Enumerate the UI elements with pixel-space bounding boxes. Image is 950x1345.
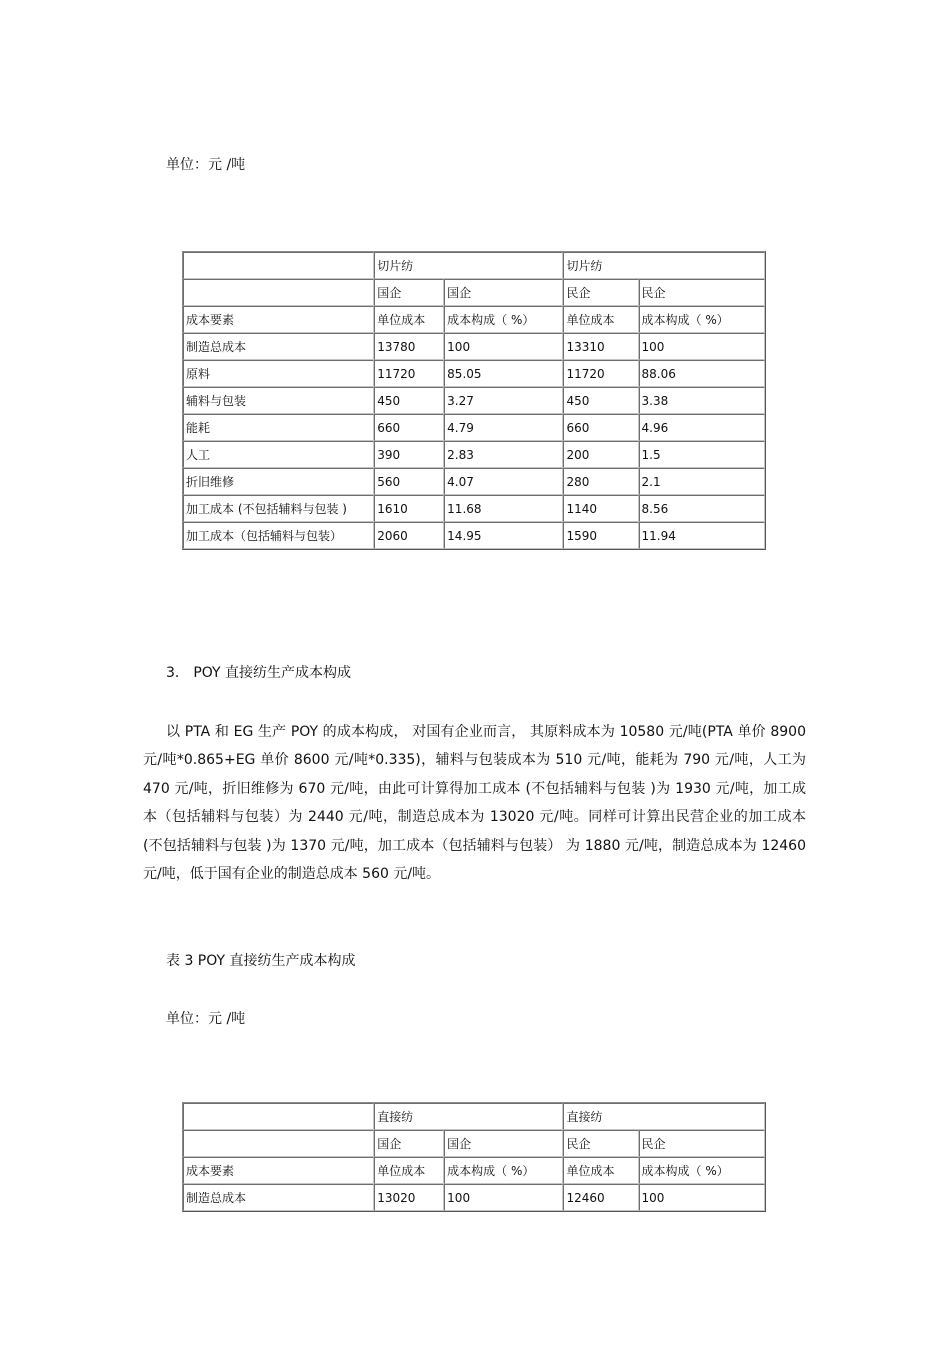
cost-item-cell: 人工 <box>183 441 374 468</box>
table-row <box>183 495 765 522</box>
header-cell <box>183 1103 374 1130</box>
value-cell: 660 <box>563 414 638 441</box>
value-cell: 3.38 <box>639 387 766 414</box>
table-row <box>183 360 765 387</box>
value-cell: 4.96 <box>639 414 766 441</box>
cost-item-cell: 制造总成本 <box>183 1184 374 1211</box>
value-cell: 1140 <box>563 495 638 522</box>
section-heading: 3． POY 直接纺生产成本构成 <box>166 665 352 681</box>
group-header-cell: 切片纺 <box>563 252 765 279</box>
value-cell: 200 <box>563 441 638 468</box>
value-cell: 1.5 <box>639 441 766 468</box>
value-cell: 11720 <box>374 360 444 387</box>
value-cell: 1590 <box>563 522 638 549</box>
header-cell: 民企 <box>563 279 638 306</box>
header-cell: 单位成本 <box>374 1157 444 1184</box>
unit-label: 单位：元 /吨 <box>166 157 246 173</box>
value-cell: 12460 <box>563 1184 638 1211</box>
cost-table-slice-spinning <box>182 251 766 550</box>
header-cell: 民企 <box>639 279 766 306</box>
body-paragraph: 以 PTA 和 EG 生产 POY 的成本构成， 对国有企业而言， 其原料成本为 10580 元/吨(PTA 单价 8900 元/吨*0.865+EG 单价 8600 元/吨*0.335)，辅料与包装成本为 510 元/吨，能耗为 790 元/吨，人工为 470 元/吨，折旧维修为 670 元/吨，由此可计算得加工成本 (不包括辅料与包装 )为 1930 元/吨，加工成本（包括辅料与包装）为 2440 元/吨，制造总成本为 13020 元/吨。同样可计算出民营企业的加工成本 (不包括辅料与包装 )为 1370 元/吨，加工成本（包括辅料与包装） 为 1880 元/吨，制造总成本为 12460 元/吨，低于国有企业的制造总成本 560 元/吨。 <box>143 724 806 883</box>
cost-item-cell: 折旧维修 <box>183 468 374 495</box>
value-cell: 4.79 <box>444 414 563 441</box>
cost-table-direct-spinning <box>182 1102 766 1212</box>
value-cell: 8.56 <box>639 495 766 522</box>
header-cell: 国企 <box>374 1130 444 1157</box>
cost-item-cell: 制造总成本 <box>183 333 374 360</box>
header-cell: 单位成本 <box>563 1157 638 1184</box>
cost-item-cell: 辅料与包装 <box>183 387 374 414</box>
group-header-cell: 直接纺 <box>374 1103 563 1130</box>
table-row <box>183 468 765 495</box>
table-row <box>183 522 765 549</box>
value-cell: 85.05 <box>444 360 563 387</box>
value-cell: 3.27 <box>444 387 563 414</box>
header-cell: 成本构成（ %） <box>639 1157 766 1184</box>
value-cell: 390 <box>374 441 444 468</box>
table-caption: 表 3 POY 直接纺生产成本构成 <box>166 953 356 969</box>
value-cell: 2.83 <box>444 441 563 468</box>
value-cell: 88.06 <box>639 360 766 387</box>
header-cell <box>183 252 374 279</box>
header-cell: 国企 <box>374 279 444 306</box>
value-cell: 4.07 <box>444 468 563 495</box>
value-cell: 100 <box>639 333 766 360</box>
header-cell: 成本要素 <box>183 1157 374 1184</box>
value-cell: 1610 <box>374 495 444 522</box>
group-header-row <box>183 1103 765 1130</box>
value-cell: 280 <box>563 468 638 495</box>
value-cell: 2060 <box>374 522 444 549</box>
header-cell: 成本构成（ %） <box>639 306 766 333</box>
value-cell: 100 <box>444 1184 563 1211</box>
header-cell <box>183 1130 374 1157</box>
value-cell: 14.95 <box>444 522 563 549</box>
header-cell: 成本要素 <box>183 306 374 333</box>
group-header-cell: 切片纺 <box>374 252 563 279</box>
value-cell: 13020 <box>374 1184 444 1211</box>
value-cell: 450 <box>374 387 444 414</box>
header-cell: 成本构成（ %） <box>444 306 563 333</box>
value-cell: 2.1 <box>639 468 766 495</box>
group-header-cell: 直接纺 <box>563 1103 765 1130</box>
table-row <box>183 333 765 360</box>
cost-item-cell: 加工成本（包括辅料与包装） <box>183 522 374 549</box>
header-cell: 单位成本 <box>563 306 638 333</box>
sub-header-row <box>183 279 765 306</box>
cost-item-cell: 原料 <box>183 360 374 387</box>
table-row <box>183 414 765 441</box>
value-cell: 11720 <box>563 360 638 387</box>
header-cell: 国企 <box>444 279 563 306</box>
header-cell: 单位成本 <box>374 306 444 333</box>
header-cell: 民企 <box>639 1130 766 1157</box>
value-cell: 11.94 <box>639 522 766 549</box>
table-row <box>183 1184 765 1211</box>
sub-header-row <box>183 1130 765 1157</box>
group-header-row <box>183 252 765 279</box>
table-row <box>183 441 765 468</box>
value-cell: 100 <box>444 333 563 360</box>
column-header-row <box>183 1157 765 1184</box>
header-cell: 成本构成（ %） <box>444 1157 563 1184</box>
column-header-row <box>183 306 765 333</box>
header-cell <box>183 279 374 306</box>
value-cell: 560 <box>374 468 444 495</box>
table-row <box>183 387 765 414</box>
value-cell: 660 <box>374 414 444 441</box>
header-cell: 国企 <box>444 1130 563 1157</box>
unit-label-2: 单位：元 /吨 <box>166 1011 246 1027</box>
value-cell: 100 <box>639 1184 766 1211</box>
cost-item-cell: 加工成本 (不包括辅料与包装 ) <box>183 495 374 522</box>
value-cell: 450 <box>563 387 638 414</box>
value-cell: 13780 <box>374 333 444 360</box>
value-cell: 13310 <box>563 333 638 360</box>
cost-item-cell: 能耗 <box>183 414 374 441</box>
value-cell: 11.68 <box>444 495 563 522</box>
header-cell: 民企 <box>563 1130 638 1157</box>
